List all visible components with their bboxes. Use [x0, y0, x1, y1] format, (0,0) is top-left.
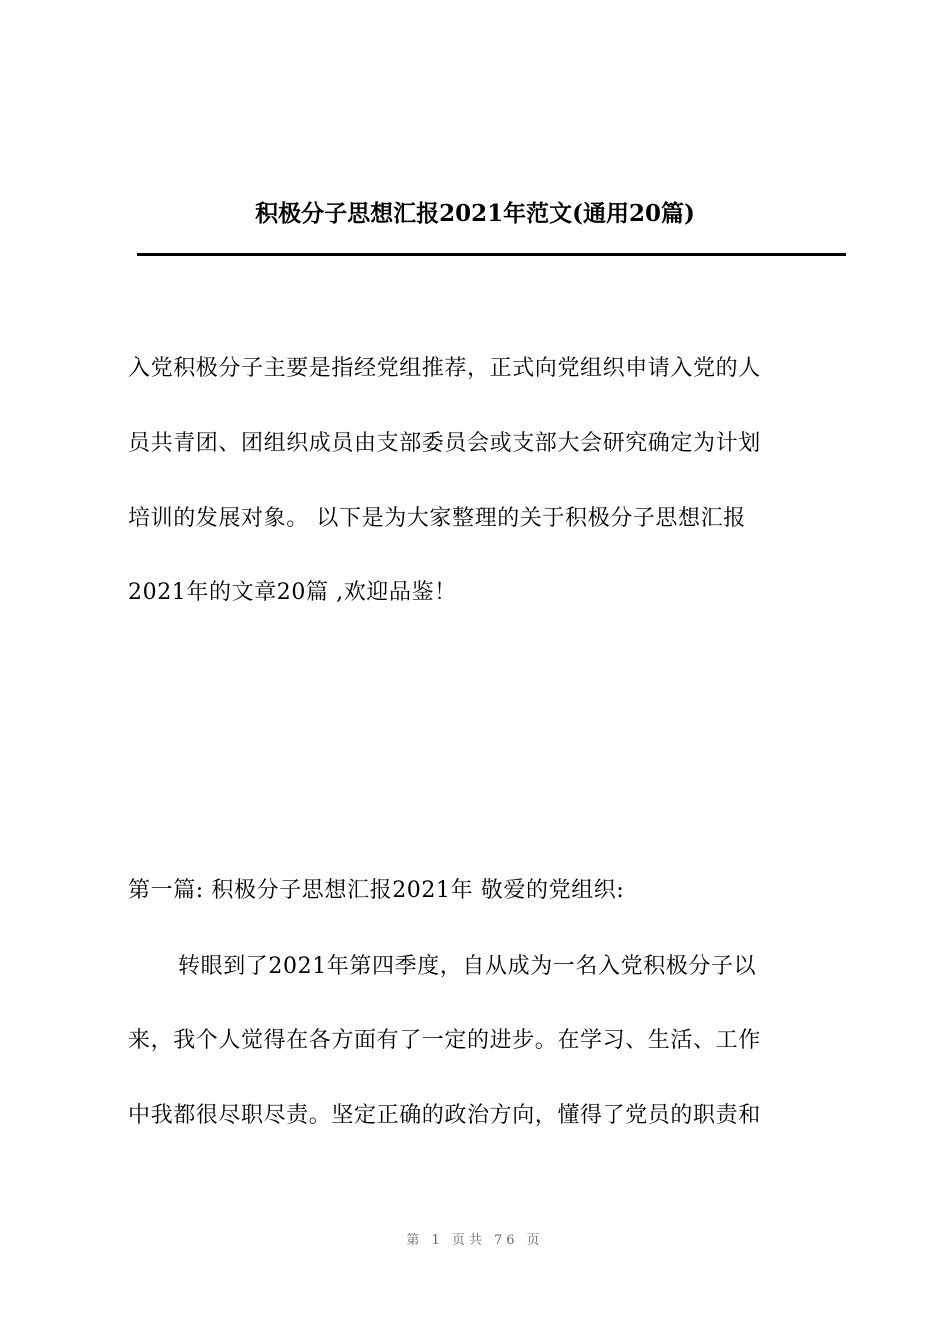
intro-line: 2021年的文章20篇 ,欢迎品鉴！	[128, 580, 457, 605]
intro-line: 员共青团、团组织成员由支部委员会或支部大会研究确定为计划	[128, 431, 761, 456]
body-line: 中我都很尽职尽责。坚定正确的政治方向，懂得了党员的职责和	[128, 1103, 761, 1128]
section-heading: 第一篇: 积极分子思想汇报2021年 敬爱的党组织:	[128, 878, 625, 903]
intro-line: 培训的发展对象。 以下是为大家整理的关于积极分子思想汇报	[128, 506, 746, 531]
intro-line: 入党积极分子主要是指经党组推荐，正式向党组织申请入党的人	[128, 356, 761, 381]
body-line: 转眼到了2021年第四季度，自从成为一名入党积极分子以	[178, 954, 757, 979]
body-line: 来，我个人觉得在各方面有了一定的进步。在学习、生活、工作	[128, 1028, 761, 1053]
page-number-footer: 第 1 页共 76 页	[406, 1233, 544, 1248]
title-underline	[137, 253, 846, 256]
document-title: 积极分子思想汇报2021年范文(通用20篇)	[255, 200, 695, 227]
